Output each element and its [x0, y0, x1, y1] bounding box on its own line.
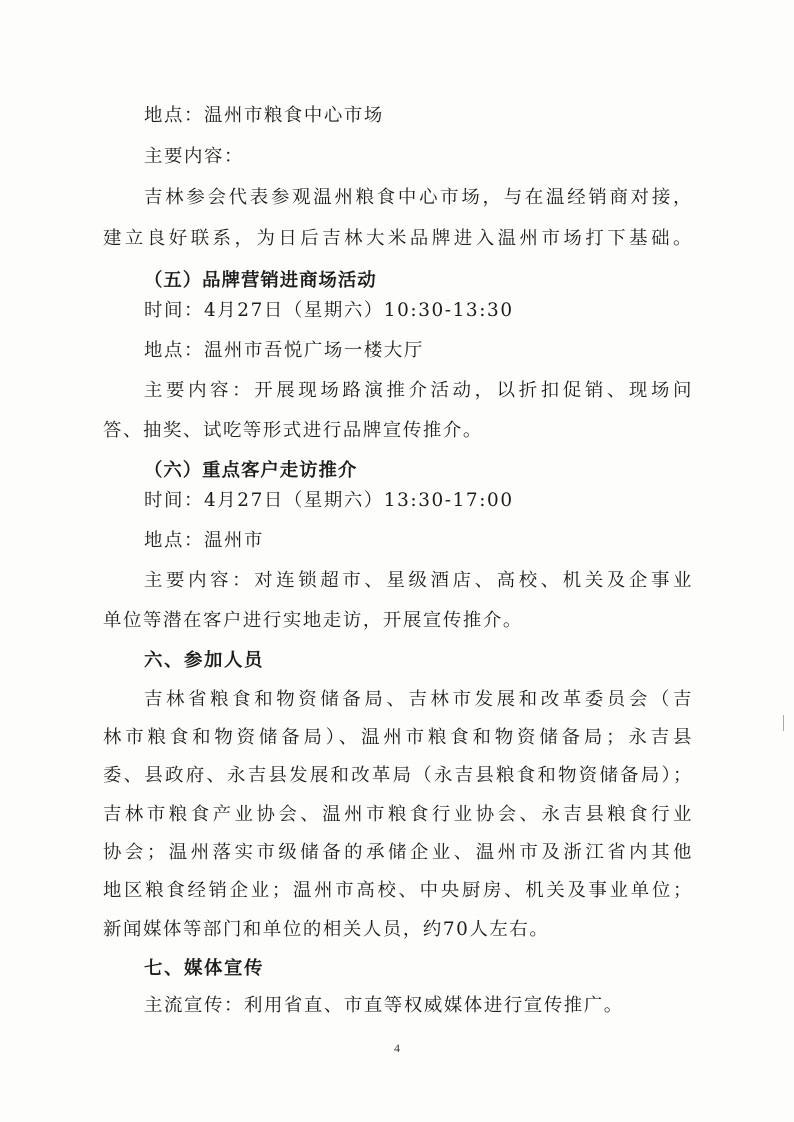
section-six-sub-content-line-1: 主要内容：对连锁超市、星级酒店、高校、机关及企事业 [144, 570, 693, 591]
market-content-line-2: 建立良好联系，为日后吉林大米品牌进入温州市场打下基础。 [103, 228, 693, 249]
participants-line-1: 吉林省粮食和物资储备局、吉林市发展和改革委员会（吉 [144, 689, 693, 710]
market-content-line-1: 吉林参会代表参观温州粮食中心市场，与在温经销商对接， [144, 187, 693, 208]
participants-line-3: 委、县政府、永吉县发展和改革局（永吉县粮食和物资储备局）； [103, 765, 693, 786]
market-location: 地点：温州市粮食中心市场 [144, 105, 384, 126]
market-content-label: 主要内容： [144, 146, 244, 167]
section-five-content-line-2: 答、抽奖、试吃等形式进行品牌宣传推介。 [103, 420, 483, 441]
section-five-time: 时间：4月27日（星期六）10:30-13:30 [144, 300, 514, 321]
page-number: 4 [394, 1041, 400, 1055]
participants-heading: 六、参加人员 [144, 650, 264, 671]
section-five-content-line-1: 主要内容：开展现场路演推介活动，以折扣促销、现场问 [144, 380, 693, 401]
section-six-sub-title: （六）重点客户走访推介 [144, 460, 358, 481]
participants-line-5: 协会；温州落实市级储备的承储企业、温州市及浙江省内其他 [103, 842, 693, 863]
participants-line-6: 地区粮食经销企业；温州市高校、中央厨房、机关及事业单位； [103, 880, 693, 901]
section-six-sub-content-line-2: 单位等潜在客户进行实地走访，开展宣传推介。 [103, 610, 523, 631]
scan-edge-mark [783, 715, 784, 731]
participants-line-2: 林市粮食和物资储备局）、温州市粮食和物资储备局；永吉县 [103, 727, 693, 748]
media-line-1: 主流宣传：利用省直、市直等权威媒体进行宣传推广。 [144, 995, 624, 1016]
section-five-title: （五）品牌营销进商场活动 [144, 270, 377, 291]
section-six-sub-location: 地点：温州市 [144, 530, 264, 551]
section-six-sub-time: 时间：4月27日（星期六）13:30-17:00 [144, 490, 514, 511]
participants-line-4: 吉林市粮食产业协会、温州市粮食行业协会、永吉县粮食行业 [103, 804, 693, 825]
media-heading: 七、媒体宣传 [144, 958, 264, 979]
section-five-location: 地点：温州市吾悦广场一楼大厅 [144, 340, 424, 361]
participants-line-7: 新闻媒体等部门和单位的相关人员，约70人左右。 [103, 919, 550, 940]
